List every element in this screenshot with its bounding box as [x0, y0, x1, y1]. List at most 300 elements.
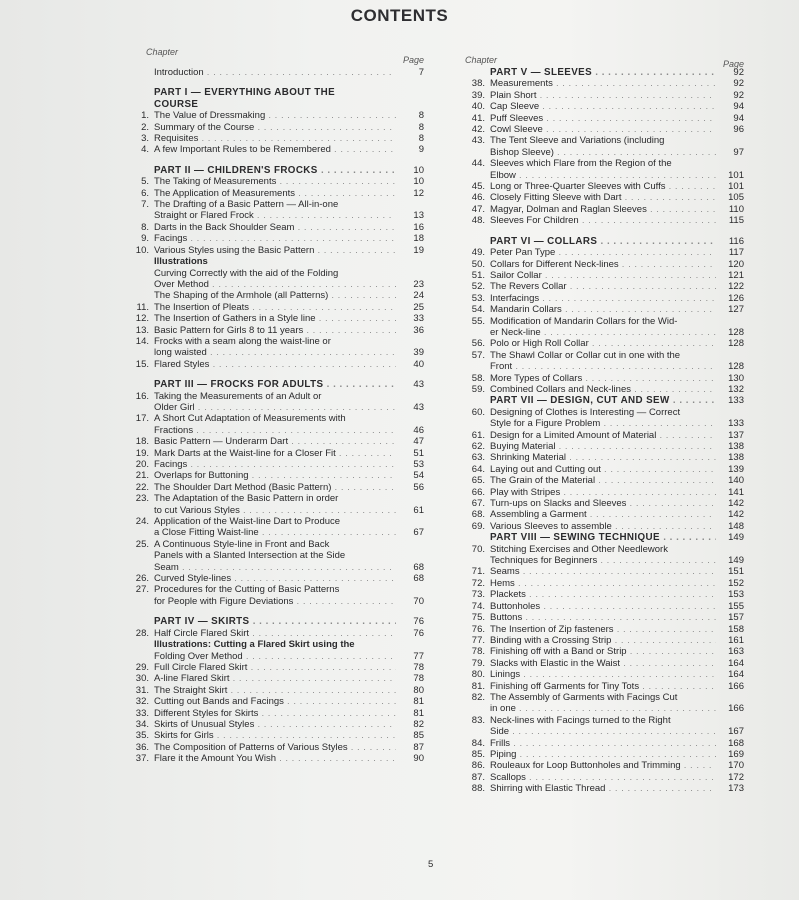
chapter-number: 59. — [471, 383, 485, 395]
chapter-number: 4. — [141, 144, 149, 156]
chapter-number: 66. — [471, 486, 485, 498]
toc-entry — [118, 685, 430, 696]
chapter-title: Peter Pan Type . . . — [490, 247, 716, 258]
page-number: 5 — [428, 859, 434, 870]
toc-entry — [460, 281, 750, 292]
toc-entry — [460, 521, 750, 532]
page-ref: 173 — [728, 783, 744, 795]
page-title: CONTENTS — [350, 6, 449, 25]
chapter-title: PART VII — DESIGN, CUT AND SEW . . . — [490, 395, 716, 406]
page-ref: 36 — [413, 324, 424, 336]
chapter-number: 5. — [141, 176, 149, 188]
toc-entry — [118, 639, 430, 650]
page-ref: 122 — [728, 281, 744, 293]
chapter-title: The Tent Sleeve and Variations (including — [490, 135, 665, 147]
chapter-number: 81. — [471, 680, 485, 692]
chapter-number: 15. — [135, 358, 149, 370]
chapter-title: Full Circle Flared Skirt . . . — [154, 662, 396, 673]
page-ref: 68 — [413, 573, 424, 585]
chapter-title: Stitching Exercises and Other Needlework — [490, 543, 668, 555]
page-ref: 161 — [728, 634, 744, 646]
toc-entry — [118, 233, 430, 244]
chapter-title: A few Important Rules to be Remembered . . . — [154, 144, 396, 155]
chapter-title: Skirts of Unusual Styles . . . — [154, 719, 396, 730]
part-heading — [118, 87, 430, 98]
toc-entry — [460, 703, 750, 714]
page-ref: 166 — [728, 703, 744, 715]
page-ref: 81 — [413, 696, 424, 708]
chapter-number: 71. — [471, 566, 485, 578]
toc-entry — [118, 470, 430, 481]
chapter-title: Various Styles using the Basic Pattern . . . — [154, 245, 396, 256]
chapter-title: Taking the Measurements of an Adult or — [154, 390, 322, 402]
page-ref: 13 — [413, 210, 424, 222]
page-ref: 10 — [413, 164, 424, 176]
chapter-number: 60. — [471, 406, 485, 418]
toc-entry — [118, 325, 430, 336]
chapter-title: The Shaping of the Armhole (all Patterns) . . . — [154, 290, 396, 301]
chapter-title: The Insertion of Gathers in a Style line . . . — [154, 313, 396, 324]
toc-entry — [460, 124, 750, 135]
toc-entry — [118, 256, 430, 267]
page-ref: 53 — [413, 459, 424, 470]
chapter-title: PART III — FROCKS FOR ADULTS . . . — [154, 379, 396, 390]
chapter-title: Flare it the Amount You Wish . . . — [154, 753, 396, 764]
toc-entry — [460, 259, 750, 270]
chapter-number: 2. — [141, 121, 149, 133]
page-ref: 70 — [413, 595, 424, 607]
chapter-title: Sleeves which Flare from the Region of the — [490, 158, 672, 170]
page-ref: 43 — [413, 379, 424, 391]
toc-entry — [118, 279, 430, 290]
toc-entry — [460, 373, 750, 384]
toc-entry — [118, 144, 430, 155]
page-ref: 153 — [728, 589, 744, 601]
toc-entry — [118, 719, 430, 730]
toc-entry — [460, 78, 750, 89]
toc-entry — [118, 359, 430, 370]
toc-entry — [118, 425, 430, 436]
toc-entry — [460, 578, 750, 589]
chapter-title: The Straight Skirt . . . — [154, 685, 396, 696]
chapter-number: 43. — [471, 135, 485, 147]
page-ref: 80 — [413, 684, 424, 696]
toc-entry — [118, 290, 430, 301]
chapter-title: PART II — CHILDREN'S FROCKS . . . — [154, 165, 396, 176]
page-ref: 8 — [418, 110, 424, 122]
chapter-title: Various Sleeves to assemble . . . — [490, 521, 716, 532]
page-ref: 128 — [728, 338, 744, 350]
page-ref: 149 — [728, 555, 744, 567]
page-ref: 12 — [413, 187, 424, 199]
toc-entry — [460, 475, 750, 486]
chapter-title: Binding with a Crossing Strip . . . — [490, 635, 716, 646]
toc-header — [460, 45, 750, 67]
part-heading — [118, 99, 430, 110]
chapter-title: Straight or Flared Frock . . . — [154, 210, 396, 221]
chapter-title: Facings . . . — [154, 459, 396, 470]
toc-entry — [460, 509, 750, 520]
toc-entry — [118, 662, 430, 673]
chapter-title: Plackets . . . — [490, 589, 716, 600]
chapter-number: 33. — [135, 707, 149, 719]
chapter-title: Application of the Waist-line Dart to Produce — [154, 516, 341, 528]
toc-entry — [118, 696, 430, 707]
chapter-number: 64. — [471, 463, 485, 475]
page-ref: 164 — [728, 669, 744, 681]
toc-entry — [460, 738, 750, 749]
page-ref: 94 — [733, 101, 744, 113]
chapter-number: 1. — [141, 110, 149, 122]
toc-entry — [460, 601, 750, 612]
chapter-number: 55. — [471, 315, 485, 327]
page-ref: 149 — [728, 532, 744, 544]
part-heading — [118, 616, 430, 627]
page-ref: 121 — [728, 269, 744, 281]
toc-entry — [118, 436, 430, 447]
toc-entry — [118, 347, 430, 358]
toc-entry — [118, 313, 430, 324]
chapter-title: Piping . . . — [490, 749, 716, 760]
chapter-title: A Continuous Style-line in Front and Back — [154, 538, 330, 550]
toc-entry — [460, 646, 750, 657]
chapter-title: Buying Material . . . — [490, 441, 716, 452]
toc-left-column — [118, 45, 430, 765]
toc-entry — [460, 384, 750, 395]
chapter-title: a Close Fitting Waist-line . . . — [154, 527, 396, 538]
toc-entry — [118, 584, 430, 595]
chapter-title: Panels with a Slanted Intersection at the Side — [154, 550, 346, 562]
page-ref: 167 — [728, 726, 744, 738]
page-ref: 46 — [413, 424, 424, 436]
chapter-title: Seam . . . — [154, 562, 396, 573]
chapter-title: The Assembly of Garments with Facings Cut — [490, 691, 678, 703]
chapter-title: The Value of Dressmaking . . . — [154, 110, 396, 121]
chapter-title: Front . . . — [490, 361, 716, 372]
chapter-title: Curved Style-lines . . . — [154, 573, 396, 584]
toc-entry — [118, 188, 430, 199]
toc-entry — [118, 539, 430, 550]
toc-header — [118, 45, 430, 67]
chapter-title: Curving Correctly with the aid of the Folding — [154, 267, 339, 279]
page-ref: 92 — [733, 67, 744, 78]
toc-entry — [460, 498, 750, 509]
chapter-title: Closely Fitting Sleeve with Dart . . . — [490, 192, 716, 203]
page-ref: 116 — [728, 235, 744, 247]
chapter-title: The Grain of the Material . . . — [490, 475, 716, 486]
toc-entry — [460, 247, 750, 258]
page-ref: 141 — [728, 486, 744, 498]
chapter-title: Designing of Clothes is Interesting — Correct — [490, 406, 681, 418]
chapter-title: er Neck-line . . . — [490, 327, 716, 338]
chapter-number: 26. — [135, 573, 149, 585]
chapter-title: The Composition of Patterns of Various Styles . . . — [154, 742, 396, 753]
page-ref: 85 — [413, 730, 424, 742]
page-heading: Page — [722, 59, 744, 69]
part-heading — [460, 236, 750, 247]
chapter-number: 30. — [135, 673, 149, 685]
toc-entry — [460, 681, 750, 692]
page-ref: 142 — [728, 498, 744, 510]
page-ref: 77 — [413, 650, 424, 662]
chapter-title: Shirring with Elastic Thread . . . — [490, 783, 716, 794]
chapter-number: 24. — [135, 516, 149, 528]
page-ref: 76 — [413, 616, 424, 628]
chapter-title: Turn-ups on Slacks and Sleeves . . . — [490, 498, 716, 509]
toc-entry — [460, 555, 750, 566]
chapter-number: 54. — [471, 304, 485, 316]
chapter-number: 31. — [135, 684, 149, 696]
toc-entry — [460, 772, 750, 783]
chapter-number: 6. — [141, 187, 149, 199]
chapter-title: Darts in the Back Shoulder Seam . . . — [154, 222, 396, 233]
chapter-number: 87. — [471, 771, 485, 783]
part-heading — [460, 67, 750, 78]
toc-entry — [460, 215, 750, 226]
page-ref: 152 — [728, 577, 744, 589]
chapter-title: Collars for Different Neck-lines . . . — [490, 259, 716, 270]
chapter-number: 14. — [135, 335, 149, 347]
chapter-number: 48. — [471, 215, 485, 227]
chapter-title: Combined Collars and Neck-lines . . . — [490, 384, 716, 395]
chapter-title: Scallops . . . — [490, 772, 716, 783]
toc-entry — [460, 135, 750, 146]
chapter-title: The Insertion of Pleats . . . — [154, 302, 396, 313]
page-ref: 120 — [728, 258, 744, 270]
chapter-number: 8. — [141, 221, 149, 233]
chapter-title: Cap Sleeve . . . — [490, 101, 716, 112]
toc-entry — [118, 391, 430, 402]
chapter-title: Illustrations — [154, 256, 208, 268]
chapter-title: Frocks with a seam along the waist-line or — [154, 335, 331, 347]
page-ref: 51 — [413, 447, 424, 459]
section-spacer — [460, 227, 750, 236]
toc-entry — [118, 516, 430, 527]
chapter-title: Laying out and Cutting out . . . — [490, 464, 716, 475]
chapter-number: 76. — [471, 623, 485, 635]
toc-entry — [118, 493, 430, 504]
page-ref: 56 — [413, 481, 424, 493]
chapter-title: Folding Over Method . . . — [154, 651, 396, 662]
toc-entry — [118, 413, 430, 424]
chapter-title: Seams . . . — [490, 566, 716, 577]
chapter-number: 85. — [471, 748, 485, 760]
page-ref: 132 — [728, 383, 744, 395]
chapter-number: 49. — [471, 247, 485, 259]
page-ref: 138 — [728, 452, 744, 464]
chapter-number: 23. — [135, 493, 149, 505]
page-ref: 8 — [418, 121, 424, 133]
toc-entry — [118, 459, 430, 470]
chapter-number: 52. — [471, 281, 485, 293]
chapter-title: Hems . . . — [490, 578, 716, 589]
page-ref: 54 — [413, 470, 424, 482]
chapter-title: Introduction . . . — [154, 67, 396, 78]
chapter-title: Sailor Collar . . . — [490, 270, 716, 281]
chapter-title: Slacks with Elastic in the Waist . . . — [490, 658, 716, 669]
page-ref: 163 — [728, 646, 744, 658]
chapter-title: Finishing off Garments for Tiny Tots . . . — [490, 681, 716, 692]
chapter-title: The Taking of Measurements . . . — [154, 176, 396, 187]
page-ref: 10 — [413, 176, 424, 188]
toc-entry — [118, 562, 430, 573]
toc-entry — [460, 624, 750, 635]
toc-entry — [460, 270, 750, 281]
chapter-number: 79. — [471, 657, 485, 669]
toc-list — [118, 67, 430, 765]
toc-entry — [460, 90, 750, 101]
toc-entry — [118, 730, 430, 741]
chapter-number: 75. — [471, 612, 485, 624]
toc-entry — [118, 505, 430, 516]
chapter-number: 13. — [135, 324, 149, 336]
chapter-number: 27. — [135, 584, 149, 596]
chapter-title: Cowl Sleeve . . . — [490, 124, 716, 135]
chapter-title: for People with Figure Deviations . . . — [154, 596, 396, 607]
chapter-title: Basic Pattern for Girls 8 to 11 years . . . — [154, 325, 396, 336]
toc-right-column — [460, 45, 750, 795]
chapter-number: 77. — [471, 634, 485, 646]
toc-entry — [118, 708, 430, 719]
toc-entry — [460, 589, 750, 600]
chapter-title: Buttonholes . . . — [490, 601, 716, 612]
page-ref: 140 — [728, 475, 744, 487]
page-ref: 68 — [413, 561, 424, 573]
page-ref: 127 — [728, 304, 744, 316]
toc-entry — [118, 176, 430, 187]
toc-entry — [118, 673, 430, 684]
toc-entry — [118, 268, 430, 279]
chapter-number: 73. — [471, 589, 485, 601]
chapter-title: Elbow . . . — [490, 170, 716, 181]
toc-entry — [118, 336, 430, 347]
chapter-title: Neck-lines with Facings turned to the Right — [490, 714, 671, 726]
toc-entry — [460, 181, 750, 192]
page-ref: 166 — [728, 680, 744, 692]
chapter-title: Techniques for Beginners . . . — [490, 555, 716, 566]
chapter-title: Polo or High Roll Collar . . . — [490, 338, 716, 349]
chapter-title: A Short Cut Adaptation of Measurements with — [154, 413, 346, 425]
chapter-title: Flared Styles . . . — [154, 359, 396, 370]
page-ref: 81 — [413, 707, 424, 719]
page-ref: 148 — [728, 520, 744, 532]
toc-entry — [118, 133, 430, 144]
toc-entry — [460, 692, 750, 703]
page-ref: 101 — [728, 169, 744, 181]
toc-entry — [118, 402, 430, 413]
chapter-number: 84. — [471, 737, 485, 749]
page-ref: 110 — [728, 203, 744, 215]
page-heading: Page — [402, 55, 424, 65]
chapter-number: 7. — [141, 199, 149, 211]
chapter-title: Modification of Mandarin Collars for the Wid- — [490, 315, 678, 327]
toc-entry — [460, 158, 750, 169]
page-ref: 8 — [418, 133, 424, 145]
toc-entry — [460, 430, 750, 441]
page-ref: 170 — [728, 760, 744, 772]
page-ref: 151 — [728, 566, 744, 578]
page-ref: 155 — [728, 600, 744, 612]
page-ref: 138 — [728, 441, 744, 452]
toc-entry — [460, 487, 750, 498]
page-ref: 23 — [413, 278, 424, 290]
page-ref: 126 — [728, 292, 744, 304]
chapter-number: 61. — [471, 429, 485, 441]
toc-entry — [460, 147, 750, 158]
toc-entry — [460, 204, 750, 215]
toc-entry — [460, 749, 750, 760]
toc-entry — [460, 452, 750, 463]
page-ref: 18 — [413, 233, 424, 245]
chapter-number: 72. — [471, 577, 485, 589]
page-ref: 19 — [413, 244, 424, 256]
chapter-title: Mark Darts at the Waist-line for a Closer Fit . . . — [154, 448, 396, 459]
page-ref: 128 — [728, 326, 744, 338]
part-heading — [118, 379, 430, 390]
chapter-number: 88. — [471, 783, 485, 795]
page-ref: 16 — [413, 221, 424, 233]
chapter-number: 3. — [141, 133, 149, 145]
chapter-number: 25. — [135, 538, 149, 550]
toc-entry — [460, 293, 750, 304]
toc-entry — [118, 550, 430, 561]
page-ref: 78 — [413, 673, 424, 685]
chapter-title: PART IV — SKIRTS . . . — [154, 616, 396, 627]
toc-entry — [118, 448, 430, 459]
page-ref: 67 — [413, 527, 424, 539]
page-ref: 24 — [413, 290, 424, 302]
page-ref: 164 — [728, 657, 744, 669]
page-ref: 33 — [413, 313, 424, 325]
page-ref: 139 — [728, 463, 744, 475]
toc-entry — [460, 612, 750, 623]
chapter-number: 17. — [135, 413, 149, 425]
page-ref: 133 — [728, 418, 744, 430]
page-ref: 105 — [728, 192, 744, 204]
section-spacer — [118, 156, 430, 165]
page-ref: 47 — [413, 436, 424, 448]
toc-entry — [460, 407, 750, 418]
page-ref: 128 — [728, 361, 744, 373]
chapter-number: 83. — [471, 714, 485, 726]
chapter-title: Requisites . . . — [154, 133, 396, 144]
toc-entry — [460, 669, 750, 680]
chapter-number: 41. — [471, 112, 485, 124]
page-ref: 168 — [728, 737, 744, 749]
chapter-title: Older Girl . . . — [154, 402, 396, 413]
toc-entry — [460, 635, 750, 646]
toc-entry — [118, 122, 430, 133]
toc-entry — [460, 658, 750, 669]
toc-entry — [118, 199, 430, 210]
chapter-title: Skirts for Girls . . . — [154, 730, 396, 741]
toc-entry — [460, 566, 750, 577]
toc-entry — [118, 302, 430, 313]
chapter-title: PART VI — COLLARS . . . — [490, 236, 716, 247]
chapter-number: 80. — [471, 669, 485, 681]
chapter-title: Summary of the Course . . . — [154, 122, 396, 133]
chapter-title: Plain Short . . . — [490, 90, 716, 101]
page-ref: 97 — [733, 146, 744, 158]
toc-entry — [460, 361, 750, 372]
chapter-number: 10. — [135, 244, 149, 256]
chapter-title: Measurements . . . — [490, 78, 716, 89]
chapter-title: Assembling a Garment . . . — [490, 509, 716, 520]
chapter-number: 12. — [135, 313, 149, 325]
chapter-number: 38. — [471, 78, 485, 90]
chapter-number: 19. — [135, 447, 149, 459]
toc-entry — [118, 245, 430, 256]
